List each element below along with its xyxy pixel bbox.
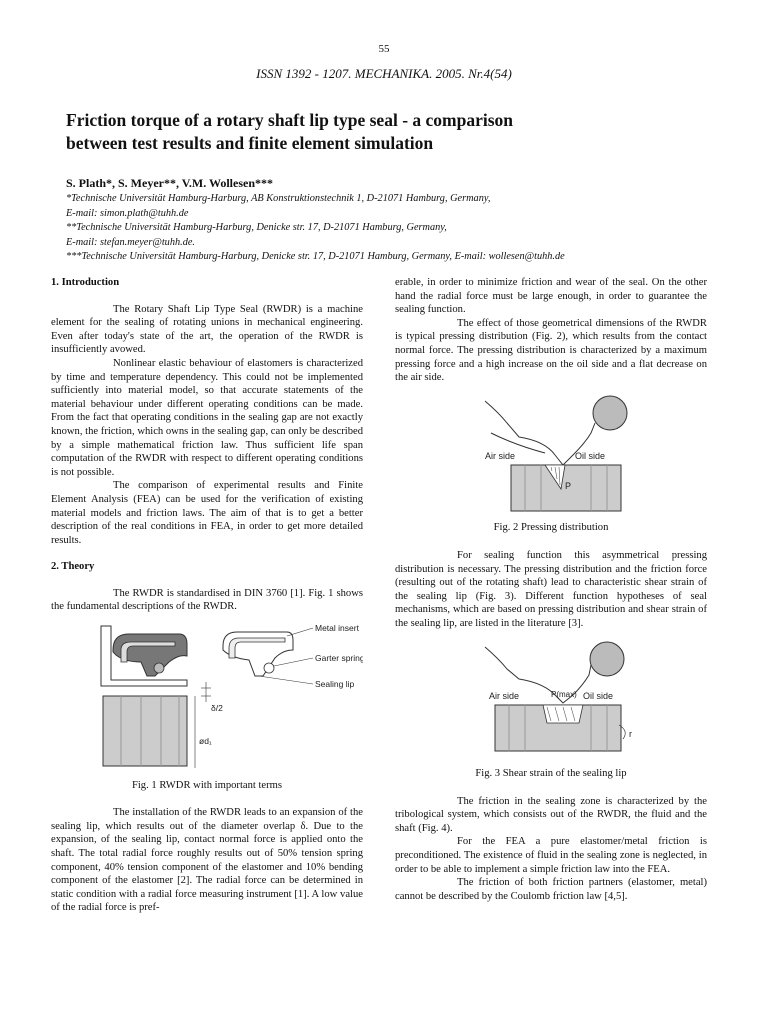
paragraph: Nonlinear elastic behaviour of elastomers is characterized by time and temperature dependency. This could not be implemented sufficiently into material model, so that accurate statements of the material behaviour under different operating conditions can be made. From the fact that operating conditions in the sealing gap are not exactly known, the friction, which owns in the sealing gap, can only be described by a simple mathematical friction law. Thus sufficient life span computation of the RWDR with respect to different operating conditions is not possible. xyxy=(51,357,363,478)
label-garter-spring: Garter spring xyxy=(315,653,363,664)
label-pmax: P(max) xyxy=(551,689,577,699)
label-diameter: ød₁ xyxy=(199,736,212,747)
paragraph: The RWDR is standardised in DIN 3760 [1]. Fig. 1 shows the fundamental descriptions of the RWDR. xyxy=(51,587,363,613)
figure-1 xyxy=(51,622,363,775)
paragraph: For the FEA a pure elastomer/metal friction is preconditioned. The existence of fluid in the sealing zone is neglected, in order to be able to implement a simple friction law into the FEA. xyxy=(395,836,707,875)
journal-line: ISSN 1392 - 1207. MECHANIKA. 2005. Nr.4(54) xyxy=(256,66,512,81)
label-oil-side: Oil side xyxy=(583,690,614,701)
figure-3 xyxy=(395,639,707,764)
label-delta: δ/2 xyxy=(211,703,223,714)
label-r: r xyxy=(629,728,632,739)
figure-2-caption: Fig. 2 Pressing distribution xyxy=(493,522,609,534)
paragraph: The comparison of experimental results and Finite Element Analysis (FEA) can be used for the verification of existing material models and friction laws. The aim of that is to get a better description of the real conditions in FEA, in order to get more detailed results. xyxy=(51,480,363,546)
label-sealing-lip: Sealing lip xyxy=(315,679,355,690)
paragraph: The Rotary Shaft Lip Type Seal (RWDR) is a machine element for the sealing of rotating unions in mechanical engineering. Even after today's state of the art, the operation of the RWDR is insufficiently avowed. xyxy=(51,303,363,356)
label-air-side: Air side xyxy=(489,690,520,701)
affiliation-line: E-mail: stefan.meyer@tuhh.de. xyxy=(66,236,195,248)
shear-strain-diagram xyxy=(395,639,707,759)
figure-1-caption: Fig. 1 RWDR with important terms xyxy=(131,779,283,791)
affiliations xyxy=(66,192,716,265)
affiliation-line: **Technische Universität Hamburg-Harburg, Denicke str. 17, D-21071 Hamburg, Germany, xyxy=(66,222,447,233)
paragraph: The installation of the RWDR leads to an expansion of the sealing lip, which results out of the diameter overlap δ. Due to the expansion, of the sealing lip, contact normal force is applied onto the shaft. The total radial force roughly results out of 50% tension spring component, 40% tension component of the elastomer and 10% bending component of the elastomer [2]. The radial force can be determined in static condition with a radial force measuring instrument [1]. A low value of the radial force is pref- xyxy=(51,807,363,914)
section-heading-introduction: 1. Introduction xyxy=(51,277,120,288)
label-p: P xyxy=(565,480,572,491)
paragraph: erable, in order to minimize friction and wear of the seal. On the other hand the radial force must be large enough, in order to guarantee the sealing function. xyxy=(395,277,707,316)
figure-2 xyxy=(395,393,707,518)
left-column xyxy=(51,276,363,915)
section-heading-theory: 2. Theory xyxy=(51,561,95,573)
paragraph: The effect of those geometrical dimensions of the RWDR is typical pressing distribution (Fig. 2), which results from the contact normal force. The pressing distribution is characterized by a maximum pressing force and a high increase on the oil side and a flat decrease on the air side. xyxy=(395,317,707,384)
label-metal-insert: Metal insert xyxy=(315,623,359,634)
affiliation-line: ***Technische Universität Hamburg-Harburg, Denicke str. 17, D-21071 Hamburg, Germany, E-mail: wollesen@tuhh.de xyxy=(66,251,565,262)
affiliation-line: *Technische Universität Hamburg-Harburg, AB Konstruktionstechnik 1, D-21071 Hamburg, Germany, xyxy=(66,193,491,204)
paragraph: For sealing function this asymmetrical pressing distribution is necessary. The pressing distribution and the friction force (resulting out of the rotating shaft) lead to characteristic shear strain of the sealing lip (Fig. 3). Different function hypotheses of seal mechanisms, which are based on pressing distribution and shear strain of the sealing lip, are listed in the literature [3]. xyxy=(395,549,707,629)
authors: S. Plath*, S. Meyer**, V.M. Wollesen*** xyxy=(66,176,273,190)
label-air-side: Air side xyxy=(485,450,516,461)
label-oil-side: Oil side xyxy=(575,450,606,461)
figure-3-caption: Fig. 3 Shear strain of the sealing lip xyxy=(475,768,627,780)
pressing-distribution-diagram xyxy=(395,393,707,513)
page-number: 55 xyxy=(378,43,390,55)
right-column xyxy=(395,276,707,903)
paper-title xyxy=(66,109,706,155)
affiliation-line: E-mail: simon.plath@tuhh.de xyxy=(66,207,189,219)
paragraph: The friction in the sealing zone is characterized by the tribological system, which consists out of the RWDR, the fluid and the shaft (Fig. 4). xyxy=(395,795,707,834)
title-line-1: Friction torque of a rotary shaft lip type seal - a comparison xyxy=(66,110,514,130)
paragraph: The friction of both friction partners (elastomer, metal) cannot be described by the Coulomb friction law [4,5]. xyxy=(395,877,707,902)
title-line-2: between test results and finite element simulation xyxy=(66,133,434,153)
rwdr-diagram xyxy=(51,622,363,770)
